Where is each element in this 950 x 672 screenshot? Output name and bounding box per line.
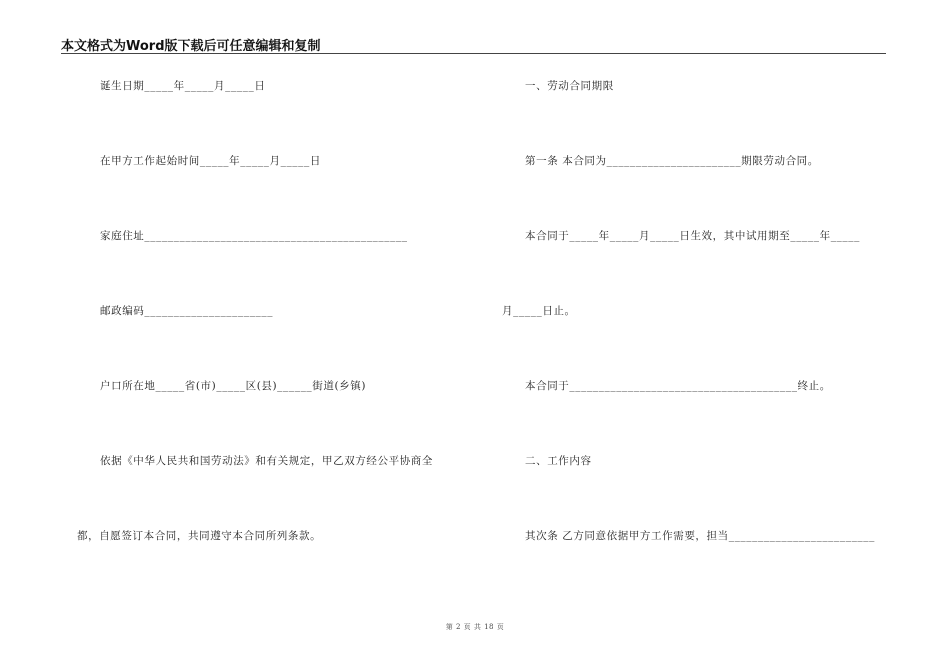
page-number-footer: 第 2 页 共 18 页 xyxy=(445,623,505,631)
header-title: 本文格式为Word版下载后可任意编辑和复制 xyxy=(61,39,321,54)
household-registration-line: 户口所在地_____省(市)_____区(县)______街道(乡镇) xyxy=(100,380,367,392)
postal-code-line: 邮政编码______________________ xyxy=(100,305,274,317)
section-contract-term-heading: 一、劳动合同期限 xyxy=(525,80,614,92)
probation-end-line: 月_____日止。 xyxy=(502,305,576,317)
page-header xyxy=(61,33,886,54)
work-start-date-line: 在甲方工作起始时间_____年_____月_____日 xyxy=(100,155,321,167)
birth-date-line: 诞生日期_____年_____月_____日 xyxy=(100,80,266,92)
article-2-line: 其次条 乙方同意依据甲方工作需要，担当_________________________ xyxy=(525,530,875,542)
effective-date-line: 本合同于_____年_____月_____日生效，其中试用期至_____年_____ xyxy=(525,230,860,242)
home-address-line: 家庭住址_____________________________________________ xyxy=(100,230,408,242)
legal-basis-paragraph-line1: 依据《中华人民共和国劳动法》和有关规定，甲乙双方经公平协商全 xyxy=(100,455,433,467)
contract-termination-line: 本合同于_______________________________________终止。 xyxy=(525,380,831,392)
article-1-line: 第一条 本合同为_______________________期限劳动合同。 xyxy=(525,155,819,167)
section-work-content-heading: 二、工作内容 xyxy=(525,455,592,467)
legal-basis-paragraph-line2: 都，自愿签订本合同，共同遵守本合同所列条款。 xyxy=(77,530,322,542)
